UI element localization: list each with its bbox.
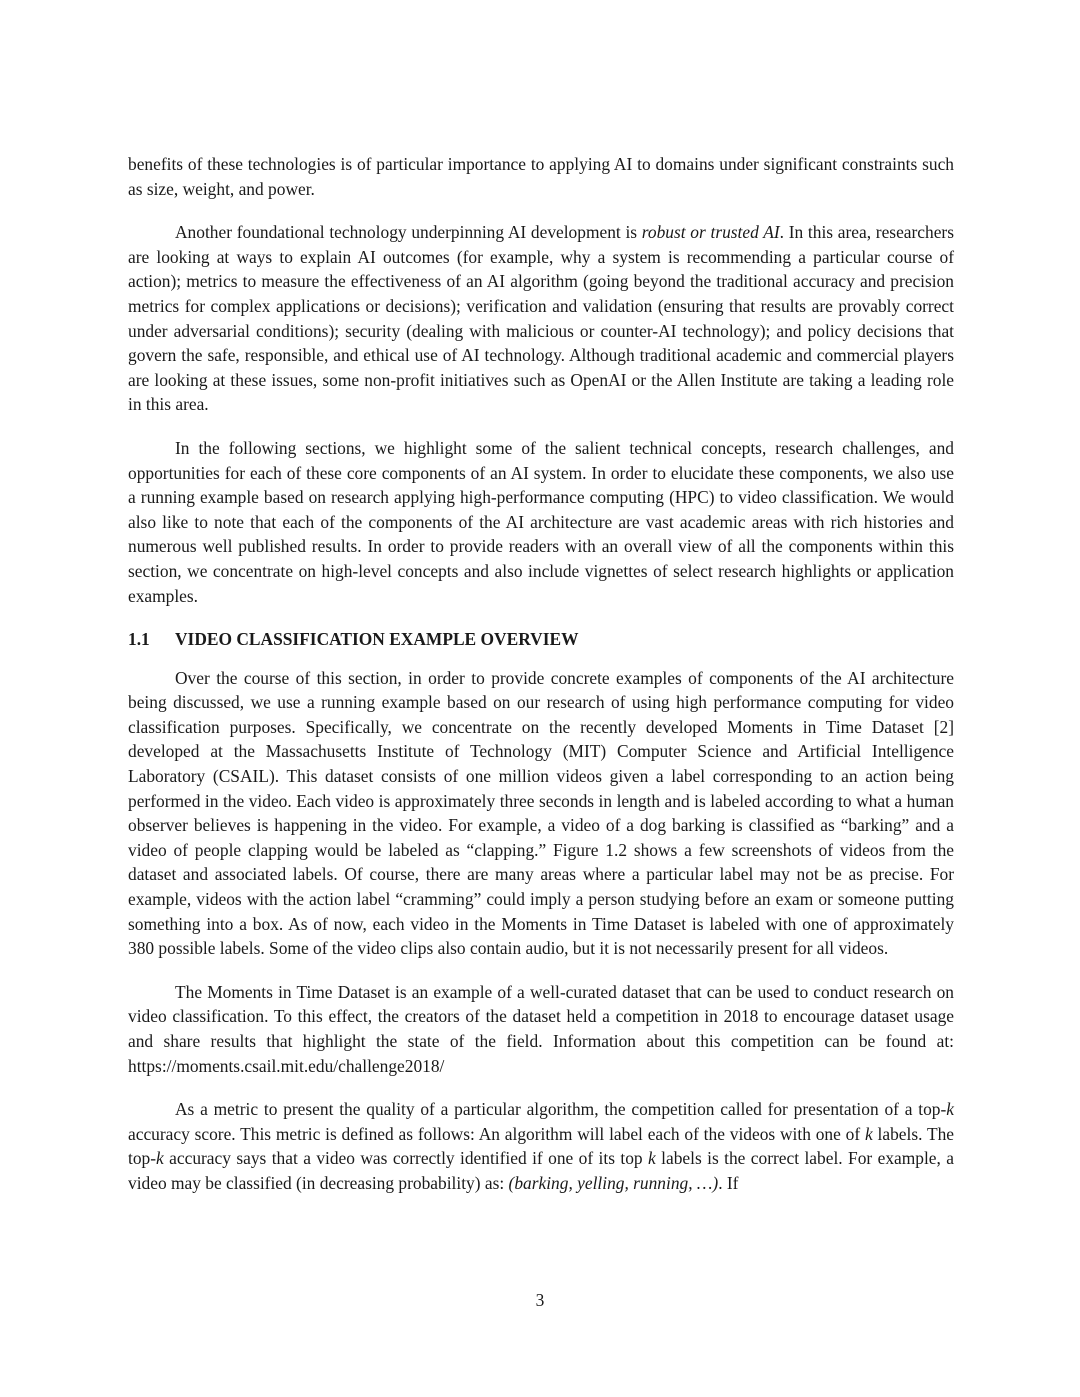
emphasis-text: k xyxy=(864,1123,873,1144)
paragraph-robust-ai xyxy=(128,220,954,417)
paragraph-text: Another foundational technology underpinning AI development is xyxy=(175,222,642,243)
paragraph-text: . If xyxy=(718,1172,739,1193)
paragraph-text: . In this area, researchers are looking at ways to explain AI outcomes (for example, why a system is recommending a particular course of action); metrics to measure the effectiveness of an AI algorithm (going beyond the traditional accuracy and precision metrics for complex applications or decisions); verification and validation (ensuring that results are provably correct under adversarial conditions); security (dealing with malicious or counter-AI technology); and policy decisions that govern the safe, responsible, and ethical use of AI technology. Although traditional academic and commercial players are looking at these issues, some non-profit initiatives such as OpenAI or the Allen Institute are taking a leading role in this area. xyxy=(128,222,954,415)
emphasis-text: robust or trusted AI xyxy=(641,222,780,243)
paragraph-dataset-competition: The Moments in Time Dataset is an example of a well-curated dataset that can be used to conduct research on video classification. To this effect, the creators of the dataset held a competition in 2018 to encourage dataset usage and share results that highlight the state of the field. Information about this competition can be found at: https://moments.csail.mit.edu/challenge2018/ xyxy=(128,981,954,1076)
emphasis-text: k xyxy=(946,1099,954,1120)
paragraph-text: labels is the correct label. For example, a video may be classified (in decreasing probability) as: xyxy=(128,1148,954,1193)
emphasis-text: k xyxy=(648,1148,656,1169)
paragraph-text: labels. The top- xyxy=(128,1123,954,1169)
paragraph-video-example: Over the course of this section, in order to provide concrete examples of components of the AI architecture being discussed, we use a running example based on our research of using high performance computing for video classification purposes. Specifically, we concentrate on the recently developed Moments in Time Dataset [2] developed at the Massachusetts Institute of Technology (MIT) Computer Science and Artificial Intelligence Laboratory (CSAIL). This dataset consists of one million videos given a label corresponding to an action being performed in the video. Each video is approximately three seconds in length and is labeled according to what a human observer believes is happening in the video. For example, a video of a dog barking is classified as “barking” and a video of people clapping would be labeled as “clapping.” Figure 1.2 shows a few screenshots of videos from the dataset and associated labels. Of course, there are many areas where a particular label may not be as precise. For example, videos with the action label “cramming” could imply a person studying before an exam or someone putting something into a box. As of now, each video in the Moments in Time Dataset is labeled with one of approximately 380 possible labels. Some of the video clips also contain audio, but it is not necessarily present for all videos. xyxy=(128,667,954,959)
section-heading xyxy=(128,627,954,652)
emphasis-text: k xyxy=(156,1148,164,1169)
section-title: VIDEO CLASSIFICATION EXAMPLE OVERVIEW xyxy=(175,629,579,650)
paragraph-sections-intro: In the following sections, we highlight some of the salient technical concepts, research challenges, and opportunities for each of these core components of an AI system. In order to elucidate these components, we also use a running example based on research applying high-performance computing (HPC) to video classification. We would also like to note that each of the components of the AI architecture are vast academic areas with rich histories and numerous well published results. In order to provide readers with an overall view of all the components within this section, we concentrate on high-level concepts and also include vignettes of select research highlights or application examples. xyxy=(128,437,954,606)
document-body xyxy=(128,152,954,1215)
paragraph-text: As a metric to present the quality of a particular algorithm, the competition called for presentation of a top- xyxy=(175,1099,947,1120)
page-number: 3 xyxy=(535,1290,545,1310)
paragraph-topk-metric xyxy=(128,1097,954,1195)
paragraph-text: accuracy says that a video was correctly identified if one of its top xyxy=(163,1148,649,1169)
emphasis-text: (barking, yelling, running, …) xyxy=(508,1172,719,1193)
paragraph-text: accuracy score. This metric is defined as follows: An algorithm will label each of the videos with one of xyxy=(128,1123,865,1144)
paragraph-continuation: benefits of these technologies is of particular importance to applying AI to domains under significant constraints such as size, weight, and power. xyxy=(128,154,954,199)
section-number: 1.1 xyxy=(128,629,150,650)
